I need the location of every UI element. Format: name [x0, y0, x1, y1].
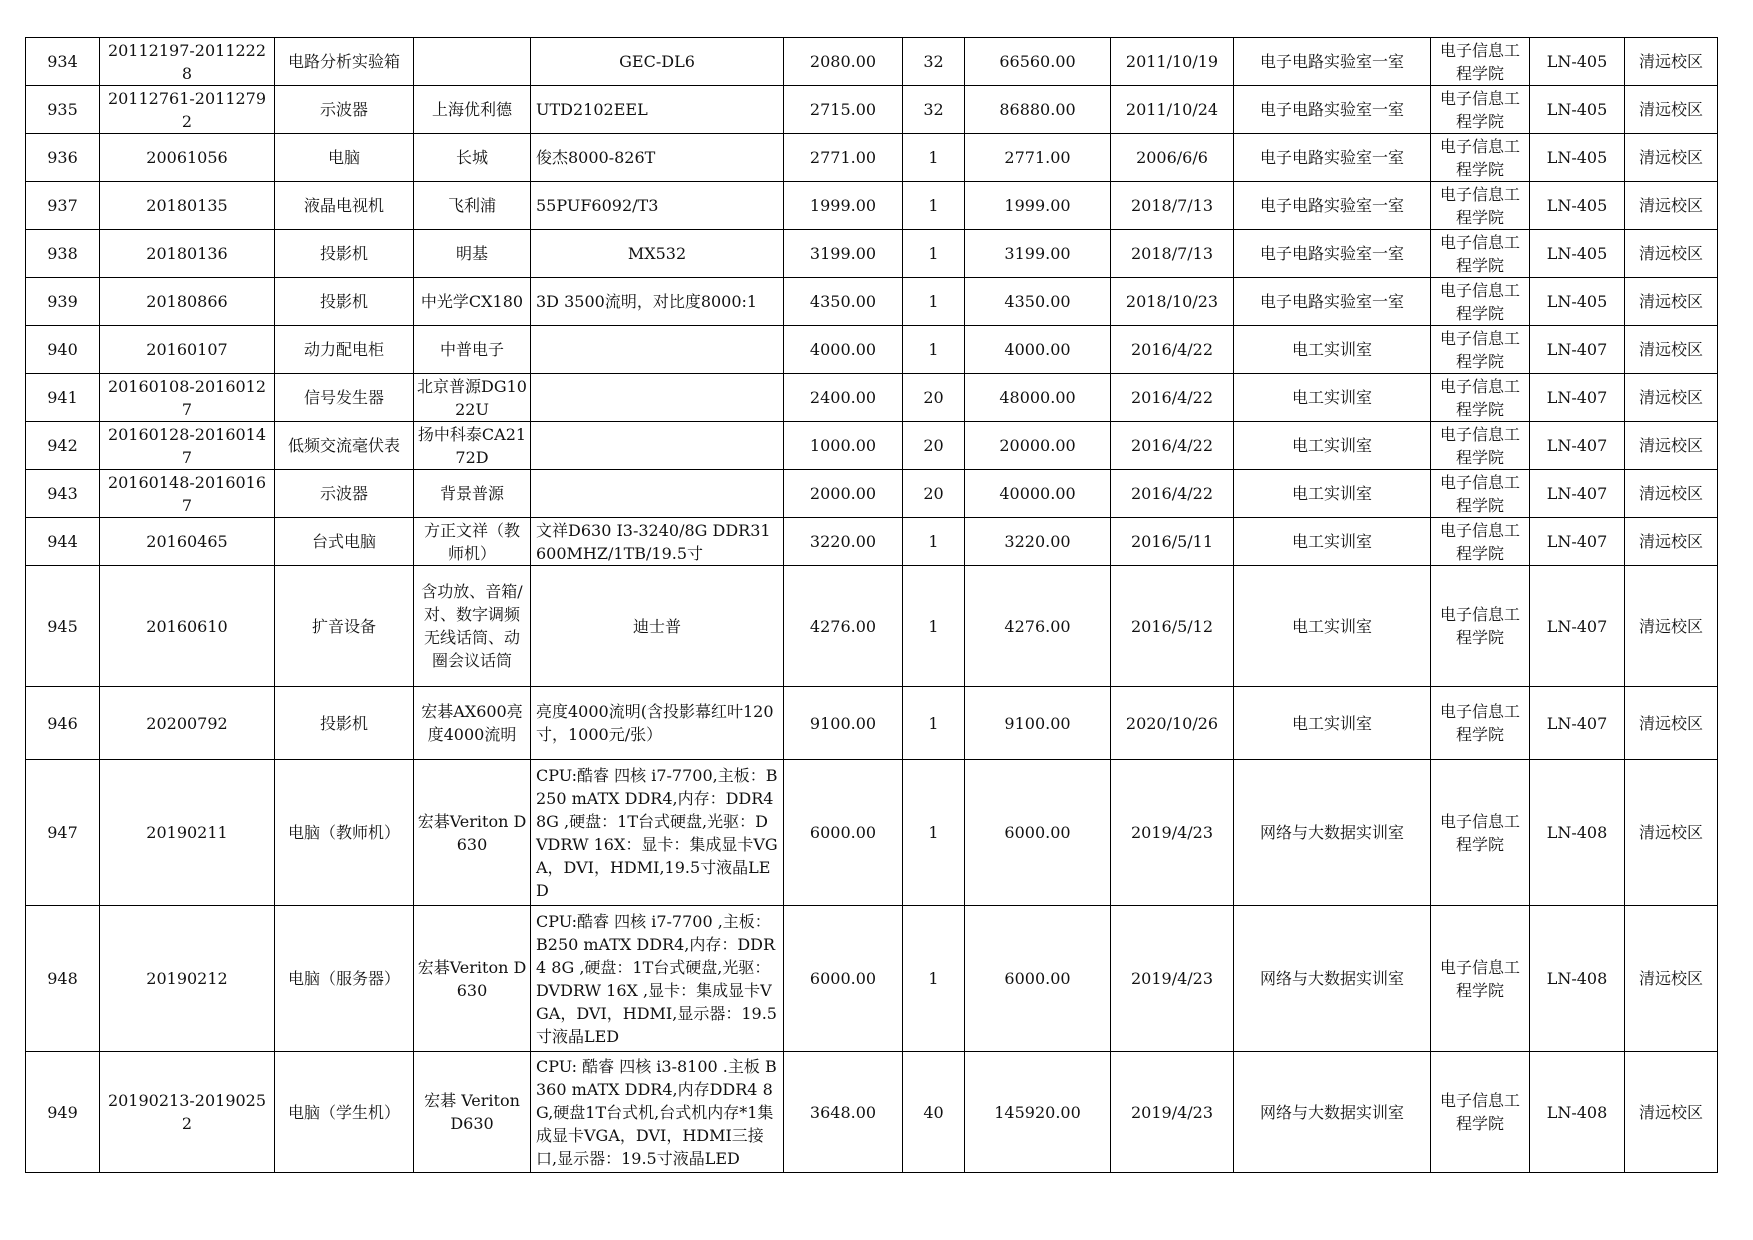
brand-cell: 长城: [414, 134, 531, 182]
brand-cell: 宏碁AX600亮度4000流明: [414, 687, 531, 760]
amount-cell: 66560.00: [965, 38, 1111, 86]
purchase-date-cell: 2018/10/23: [1111, 278, 1234, 326]
quantity-cell: 1: [903, 518, 965, 566]
item-name-cell: 电脑（服务器）: [275, 906, 414, 1052]
item-name-cell: 投影机: [275, 278, 414, 326]
table-row: [26, 134, 1718, 182]
amount-cell: 86880.00: [965, 86, 1111, 134]
purchase-date-cell: 2011/10/19: [1111, 38, 1234, 86]
unit-price-cell: 2000.00: [784, 470, 903, 518]
room-cell: 网络与大数据实训室: [1234, 906, 1431, 1052]
location-code-cell: LN-407: [1530, 374, 1625, 422]
item-name-cell: 投影机: [275, 230, 414, 278]
model-spec-cell: [531, 374, 784, 422]
campus-cell: 清远校区: [1625, 422, 1718, 470]
asset-table: [25, 37, 1718, 1173]
brand-cell: 宏碁Veriton D630: [414, 760, 531, 906]
brand-cell: 中普电子: [414, 326, 531, 374]
amount-cell: 6000.00: [965, 760, 1111, 906]
table-row: [26, 422, 1718, 470]
model-spec-cell: MX532: [531, 230, 784, 278]
table-row: [26, 182, 1718, 230]
model-spec-cell: 3D 3500流明，对比度8000:1: [531, 278, 784, 326]
row-number-cell: 936: [26, 134, 100, 182]
department-cell: 电子信息工程学院: [1431, 1052, 1530, 1173]
amount-cell: 20000.00: [965, 422, 1111, 470]
row-number-cell: 942: [26, 422, 100, 470]
campus-cell: 清远校区: [1625, 38, 1718, 86]
row-number-cell: 937: [26, 182, 100, 230]
row-number-cell: 943: [26, 470, 100, 518]
amount-cell: 4000.00: [965, 326, 1111, 374]
room-cell: 电子电路实验室一室: [1234, 86, 1431, 134]
brand-cell: 背景普源: [414, 470, 531, 518]
department-cell: 电子信息工程学院: [1431, 182, 1530, 230]
amount-cell: 4350.00: [965, 278, 1111, 326]
quantity-cell: 1: [903, 134, 965, 182]
row-number-cell: 939: [26, 278, 100, 326]
department-cell: 电子信息工程学院: [1431, 86, 1530, 134]
unit-price-cell: 6000.00: [784, 760, 903, 906]
department-cell: 电子信息工程学院: [1431, 687, 1530, 760]
asset-id-cell: 20061056: [100, 134, 275, 182]
campus-cell: 清远校区: [1625, 518, 1718, 566]
quantity-cell: 1: [903, 326, 965, 374]
model-spec-cell: CPU:酷睿 四核 i7-7700 ,主板：B250 mATX DDR4,内存：DDR4 8G ,硬盘：1T台式硬盘,光驱：DVDRW 16X ,显卡：集成显卡VGA，DVI，HDMI,显示器：19.5寸液晶LED: [531, 906, 784, 1052]
table-body: [26, 38, 1718, 1173]
row-number-cell: 948: [26, 906, 100, 1052]
campus-cell: 清远校区: [1625, 374, 1718, 422]
asset-id-cell: 20160128-20160147: [100, 422, 275, 470]
table-row: [26, 278, 1718, 326]
brand-cell: 扬中科泰CA2172D: [414, 422, 531, 470]
department-cell: 电子信息工程学院: [1431, 470, 1530, 518]
unit-price-cell: 3220.00: [784, 518, 903, 566]
location-code-cell: LN-408: [1530, 1052, 1625, 1173]
brand-cell: 方正文祥（教师机）: [414, 518, 531, 566]
asset-id-cell: 20160610: [100, 566, 275, 687]
amount-cell: 6000.00: [965, 906, 1111, 1052]
row-number-cell: 938: [26, 230, 100, 278]
location-code-cell: LN-407: [1530, 687, 1625, 760]
location-code-cell: LN-408: [1530, 906, 1625, 1052]
asset-id-cell: 20160148-20160167: [100, 470, 275, 518]
location-code-cell: LN-405: [1530, 86, 1625, 134]
department-cell: 电子信息工程学院: [1431, 906, 1530, 1052]
item-name-cell: 电脑: [275, 134, 414, 182]
unit-price-cell: 4276.00: [784, 566, 903, 687]
unit-price-cell: 2771.00: [784, 134, 903, 182]
quantity-cell: 1: [903, 906, 965, 1052]
asset-id-cell: 20160107: [100, 326, 275, 374]
amount-cell: 48000.00: [965, 374, 1111, 422]
amount-cell: 9100.00: [965, 687, 1111, 760]
department-cell: 电子信息工程学院: [1431, 326, 1530, 374]
campus-cell: 清远校区: [1625, 687, 1718, 760]
location-code-cell: LN-405: [1530, 230, 1625, 278]
department-cell: 电子信息工程学院: [1431, 134, 1530, 182]
unit-price-cell: 1999.00: [784, 182, 903, 230]
model-spec-cell: GEC-DL6: [531, 38, 784, 86]
brand-cell: 宏碁 Veriton D630: [414, 1052, 531, 1173]
item-name-cell: 低频交流毫伏表: [275, 422, 414, 470]
campus-cell: 清远校区: [1625, 278, 1718, 326]
brand-cell: 明基: [414, 230, 531, 278]
item-name-cell: 扩音设备: [275, 566, 414, 687]
brand-cell: 含功放、音箱/对、数字调频无线话筒、动圈会议话筒: [414, 566, 531, 687]
campus-cell: 清远校区: [1625, 326, 1718, 374]
brand-cell: [414, 38, 531, 86]
campus-cell: 清远校区: [1625, 906, 1718, 1052]
department-cell: 电子信息工程学院: [1431, 230, 1530, 278]
asset-id-cell: 20160465: [100, 518, 275, 566]
brand-cell: 飞利浦: [414, 182, 531, 230]
location-code-cell: LN-407: [1530, 326, 1625, 374]
campus-cell: 清远校区: [1625, 230, 1718, 278]
room-cell: 电工实训室: [1234, 374, 1431, 422]
room-cell: 电工实训室: [1234, 518, 1431, 566]
room-cell: 电工实训室: [1234, 326, 1431, 374]
amount-cell: 3199.00: [965, 230, 1111, 278]
model-spec-cell: 俊杰8000-826T: [531, 134, 784, 182]
table-row: [26, 470, 1718, 518]
room-cell: 电工实训室: [1234, 566, 1431, 687]
asset-id-cell: 20112761-20112792: [100, 86, 275, 134]
quantity-cell: 32: [903, 86, 965, 134]
quantity-cell: 32: [903, 38, 965, 86]
location-code-cell: LN-407: [1530, 518, 1625, 566]
department-cell: 电子信息工程学院: [1431, 518, 1530, 566]
location-code-cell: LN-405: [1530, 134, 1625, 182]
table-row: [26, 687, 1718, 760]
row-number-cell: 946: [26, 687, 100, 760]
table-row: [26, 566, 1718, 687]
model-spec-cell: CPU:酷睿 四核 i7-7700,主板：B250 mATX DDR4,内存：DDR4 8G ,硬盘：1T台式硬盘,光驱：DVDRW 16X：显卡：集成显卡VGA，DVI，HDMI,19.5寸液晶LED: [531, 760, 784, 906]
location-code-cell: LN-405: [1530, 38, 1625, 86]
row-number-cell: 944: [26, 518, 100, 566]
purchase-date-cell: 2006/6/6: [1111, 134, 1234, 182]
asset-id-cell: 20180866: [100, 278, 275, 326]
asset-id-cell: 20200792: [100, 687, 275, 760]
unit-price-cell: 2400.00: [784, 374, 903, 422]
table-row: [26, 1052, 1718, 1173]
model-spec-cell: UTD2102EEL: [531, 86, 784, 134]
row-number-cell: 949: [26, 1052, 100, 1173]
purchase-date-cell: 2016/4/22: [1111, 374, 1234, 422]
purchase-date-cell: 2019/4/23: [1111, 906, 1234, 1052]
department-cell: 电子信息工程学院: [1431, 38, 1530, 86]
row-number-cell: 945: [26, 566, 100, 687]
department-cell: 电子信息工程学院: [1431, 422, 1530, 470]
location-code-cell: LN-407: [1530, 566, 1625, 687]
item-name-cell: 电脑（教师机）: [275, 760, 414, 906]
quantity-cell: 1: [903, 687, 965, 760]
quantity-cell: 1: [903, 182, 965, 230]
unit-price-cell: 4350.00: [784, 278, 903, 326]
item-name-cell: 电路分析实验箱: [275, 38, 414, 86]
row-number-cell: 934: [26, 38, 100, 86]
unit-price-cell: 3648.00: [784, 1052, 903, 1173]
model-spec-cell: 55PUF6092/T3: [531, 182, 784, 230]
room-cell: 网络与大数据实训室: [1234, 760, 1431, 906]
department-cell: 电子信息工程学院: [1431, 278, 1530, 326]
row-number-cell: 947: [26, 760, 100, 906]
quantity-cell: 1: [903, 278, 965, 326]
location-code-cell: LN-407: [1530, 470, 1625, 518]
item-name-cell: 投影机: [275, 687, 414, 760]
quantity-cell: 1: [903, 760, 965, 906]
asset-id-cell: 20190211: [100, 760, 275, 906]
amount-cell: 40000.00: [965, 470, 1111, 518]
campus-cell: 清远校区: [1625, 470, 1718, 518]
location-code-cell: LN-408: [1530, 760, 1625, 906]
unit-price-cell: 4000.00: [784, 326, 903, 374]
asset-id-cell: 20190213-20190252: [100, 1052, 275, 1173]
room-cell: 电工实训室: [1234, 687, 1431, 760]
model-spec-cell: [531, 422, 784, 470]
asset-id-cell: 20112197-20112228: [100, 38, 275, 86]
model-spec-cell: 文祥D630 I3-3240/8G DDR31600MHZ/1TB/19.5寸: [531, 518, 784, 566]
campus-cell: 清远校区: [1625, 1052, 1718, 1173]
asset-id-cell: 20180135: [100, 182, 275, 230]
location-code-cell: LN-405: [1530, 278, 1625, 326]
model-spec-cell: [531, 470, 784, 518]
purchase-date-cell: 2016/4/22: [1111, 422, 1234, 470]
purchase-date-cell: 2016/5/11: [1111, 518, 1234, 566]
purchase-date-cell: 2016/5/12: [1111, 566, 1234, 687]
unit-price-cell: 2080.00: [784, 38, 903, 86]
brand-cell: 上海优利德: [414, 86, 531, 134]
table-row: [26, 86, 1718, 134]
amount-cell: 2771.00: [965, 134, 1111, 182]
item-name-cell: 信号发生器: [275, 374, 414, 422]
unit-price-cell: 3199.00: [784, 230, 903, 278]
table-row: [26, 906, 1718, 1052]
purchase-date-cell: 2018/7/13: [1111, 182, 1234, 230]
item-name-cell: 示波器: [275, 86, 414, 134]
amount-cell: 4276.00: [965, 566, 1111, 687]
room-cell: 网络与大数据实训室: [1234, 1052, 1431, 1173]
model-spec-cell: 迪士普: [531, 566, 784, 687]
brand-cell: 宏碁Veriton D630: [414, 906, 531, 1052]
amount-cell: 1999.00: [965, 182, 1111, 230]
purchase-date-cell: 2019/4/23: [1111, 1052, 1234, 1173]
campus-cell: 清远校区: [1625, 566, 1718, 687]
room-cell: 电工实训室: [1234, 470, 1431, 518]
unit-price-cell: 2715.00: [784, 86, 903, 134]
item-name-cell: 动力配电柜: [275, 326, 414, 374]
campus-cell: 清远校区: [1625, 760, 1718, 906]
amount-cell: 3220.00: [965, 518, 1111, 566]
room-cell: 电子电路实验室一室: [1234, 278, 1431, 326]
room-cell: 电工实训室: [1234, 422, 1431, 470]
item-name-cell: 液晶电视机: [275, 182, 414, 230]
model-spec-cell: [531, 326, 784, 374]
quantity-cell: 20: [903, 470, 965, 518]
item-name-cell: 台式电脑: [275, 518, 414, 566]
quantity-cell: 40: [903, 1052, 965, 1173]
row-number-cell: 941: [26, 374, 100, 422]
department-cell: 电子信息工程学院: [1431, 374, 1530, 422]
room-cell: 电子电路实验室一室: [1234, 182, 1431, 230]
location-code-cell: LN-405: [1530, 182, 1625, 230]
room-cell: 电子电路实验室一室: [1234, 134, 1431, 182]
room-cell: 电子电路实验室一室: [1234, 230, 1431, 278]
quantity-cell: 20: [903, 422, 965, 470]
table-row: [26, 38, 1718, 86]
unit-price-cell: 6000.00: [784, 906, 903, 1052]
asset-id-cell: 20190212: [100, 906, 275, 1052]
model-spec-cell: CPU: 酷睿 四核 i3-8100 .主板 B360 mATX DDR4,内存DDR4 8G,硬盘1T台式机,台式机内存*1集成显卡VGA，DVI，HDMI三接口,显示器：19.5寸液晶LED: [531, 1052, 784, 1173]
room-cell: 电子电路实验室一室: [1234, 38, 1431, 86]
item-name-cell: 电脑（学生机）: [275, 1052, 414, 1173]
model-spec-cell: 亮度4000流明(含投影幕红叶120寸，1000元/张）: [531, 687, 784, 760]
purchase-date-cell: 2018/7/13: [1111, 230, 1234, 278]
quantity-cell: 1: [903, 230, 965, 278]
table-row: [26, 374, 1718, 422]
brand-cell: 中光学CX180: [414, 278, 531, 326]
brand-cell: 北京普源DG1022U: [414, 374, 531, 422]
table-row: [26, 760, 1718, 906]
purchase-date-cell: 2016/4/22: [1111, 326, 1234, 374]
table-row: [26, 518, 1718, 566]
campus-cell: 清远校区: [1625, 86, 1718, 134]
asset-id-cell: 20160108-20160127: [100, 374, 275, 422]
item-name-cell: 示波器: [275, 470, 414, 518]
row-number-cell: 935: [26, 86, 100, 134]
quantity-cell: 1: [903, 566, 965, 687]
unit-price-cell: 1000.00: [784, 422, 903, 470]
purchase-date-cell: 2011/10/24: [1111, 86, 1234, 134]
asset-id-cell: 20180136: [100, 230, 275, 278]
purchase-date-cell: 2019/4/23: [1111, 760, 1234, 906]
department-cell: 电子信息工程学院: [1431, 566, 1530, 687]
amount-cell: 145920.00: [965, 1052, 1111, 1173]
quantity-cell: 20: [903, 374, 965, 422]
department-cell: 电子信息工程学院: [1431, 760, 1530, 906]
unit-price-cell: 9100.00: [784, 687, 903, 760]
table-row: [26, 230, 1718, 278]
row-number-cell: 940: [26, 326, 100, 374]
table-row: [26, 326, 1718, 374]
campus-cell: 清远校区: [1625, 134, 1718, 182]
location-code-cell: LN-407: [1530, 422, 1625, 470]
purchase-date-cell: 2020/10/26: [1111, 687, 1234, 760]
purchase-date-cell: 2016/4/22: [1111, 470, 1234, 518]
campus-cell: 清远校区: [1625, 182, 1718, 230]
